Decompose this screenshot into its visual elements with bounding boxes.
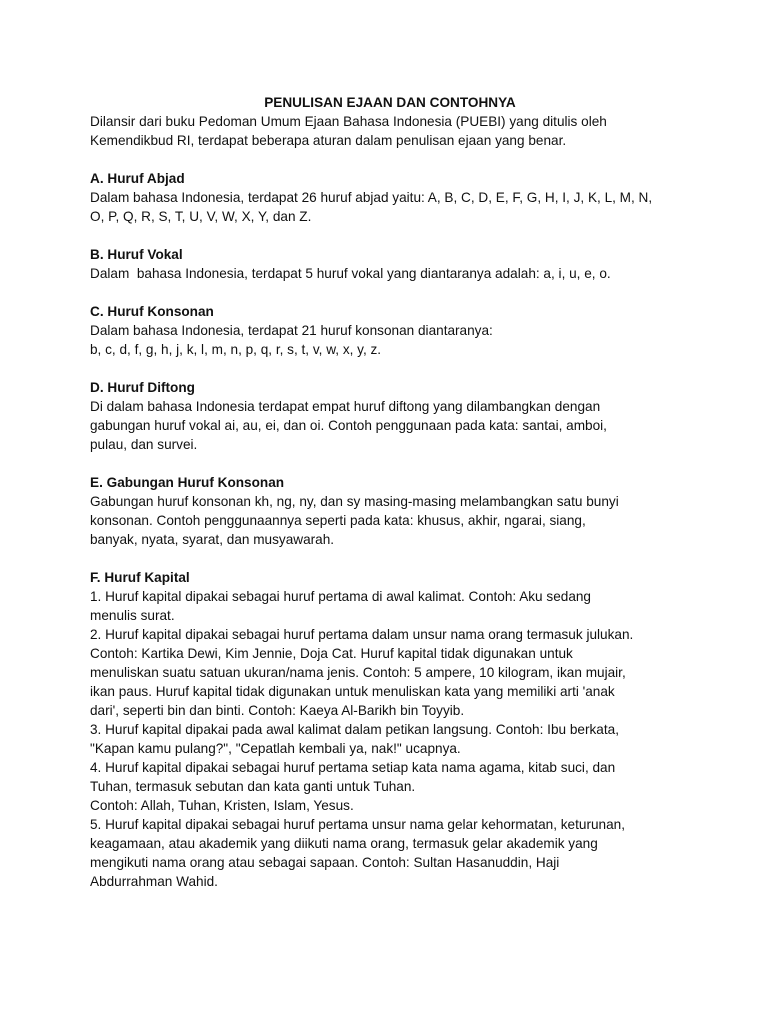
body-line: Tuhan, termasuk sebutan dan kata ganti untuk Tuhan.	[90, 779, 416, 794]
section-huruf-vokal	[90, 245, 690, 283]
body-line: Contoh: Kartika Dewi, Kim Jennie, Doja Cat. Huruf kapital tidak digunakan untuk	[90, 646, 573, 661]
section-heading: E. Gabungan Huruf Konsonan	[90, 475, 285, 490]
document-page	[90, 93, 690, 891]
section-huruf-kapital	[90, 568, 690, 891]
section-heading: B. Huruf Vokal	[90, 247, 183, 262]
body-line: Gabungan huruf konsonan kh, ng, ny, dan sy masing-masing melambangkan satu bunyi	[90, 494, 619, 509]
section-huruf-diftong	[90, 378, 690, 454]
body-line: menuliskan suatu satuan ukuran/nama jenis. Contoh: 5 ampere, 10 kilogram, ikan mujair,	[90, 665, 626, 680]
body-line: banyak, nyata, syarat, dan musyawarah.	[90, 532, 335, 547]
body-line: 5. Huruf kapital dipakai sebagai huruf pertama unsur nama gelar kehormatan, keturunan,	[90, 817, 626, 832]
body-line: gabungan huruf vokal ai, au, ei, dan oi. Contoh penggunaan pada kata: santai, amboi,	[90, 418, 607, 433]
body-line: 3. Huruf kapital dipakai pada awal kalimat dalam petikan langsung. Contoh: Ibu berkata,	[90, 722, 619, 737]
body-line: menulis surat.	[90, 608, 175, 623]
body-line: Abdurrahman Wahid.	[90, 874, 218, 889]
body-line: mengikuti nama orang atau sebagai sapaan. Contoh: Sultan Hasanuddin, Haji	[90, 855, 560, 870]
body-line: ikan paus. Huruf kapital tidak digunakan untuk menuliskan kata yang memiliki arti 'anak	[90, 684, 615, 699]
intro-line: Dilansir dari buku Pedoman Umum Ejaan Bahasa Indonesia (PUEBI) yang ditulis oleh	[90, 114, 607, 129]
body-line: 1. Huruf kapital dipakai sebagai huruf pertama di awal kalimat. Contoh: Aku sedang	[90, 589, 591, 604]
body-line: Di dalam bahasa Indonesia terdapat empat huruf diftong yang dilambangkan dengan	[90, 399, 601, 414]
section-heading: C. Huruf Konsonan	[90, 304, 214, 319]
document-title: PENULISAN EJAAN DAN CONTOHNYA	[264, 95, 516, 110]
body-line: konsonan. Contoh penggunaannya seperti pada kata: khusus, akhir, ngarai, siang,	[90, 513, 586, 528]
body-line: Dalam bahasa Indonesia, terdapat 26 huruf abjad yaitu: A, B, C, D, E, F, G, H, I, J, K, L, M, N,	[90, 190, 653, 205]
section-huruf-konsonan	[90, 302, 690, 359]
section-heading: D. Huruf Diftong	[90, 380, 195, 395]
body-line: Dalam bahasa Indonesia, terdapat 5 huruf vokal yang diantaranya adalah: a, i, u, e, o.	[90, 266, 611, 281]
section-heading: F. Huruf Kapital	[90, 570, 190, 585]
body-line: O, P, Q, R, S, T, U, V, W, X, Y, dan Z.	[90, 209, 312, 224]
section-gabungan-huruf-konsonan	[90, 473, 690, 549]
intro-paragraph	[90, 112, 690, 150]
body-line: b, c, d, f, g, h, j, k, l, m, n, p, q, r, s, t, v, w, x, y, z.	[90, 342, 382, 357]
body-line: Contoh: Allah, Tuhan, Kristen, Islam, Yesus.	[90, 798, 354, 813]
body-line: 2. Huruf kapital dipakai sebagai huruf pertama dalam unsur nama orang termasuk julukan.	[90, 627, 634, 642]
body-line: "Kapan kamu pulang?", "Cepatlah kembali ya, nak!" ucapnya.	[90, 741, 461, 756]
section-heading: A. Huruf Abjad	[90, 171, 185, 186]
body-line: dari', seperti bin dan binti. Contoh: Kaeya Al-Barikh bin Toyyib.	[90, 703, 465, 718]
body-line: pulau, dan survei.	[90, 437, 198, 452]
body-line: keagamaan, atau akademik yang diikuti nama orang, termasuk gelar akademik yang	[90, 836, 598, 851]
body-line: Dalam bahasa Indonesia, terdapat 21 huruf konsonan diantaranya:	[90, 323, 493, 338]
body-line: 4. Huruf kapital dipakai sebagai huruf pertama setiap kata nama agama, kitab suci, dan	[90, 760, 616, 775]
section-huruf-abjad	[90, 169, 690, 226]
intro-line: Kemendikbud RI, terdapat beberapa aturan dalam penulisan ejaan yang benar.	[90, 133, 567, 148]
